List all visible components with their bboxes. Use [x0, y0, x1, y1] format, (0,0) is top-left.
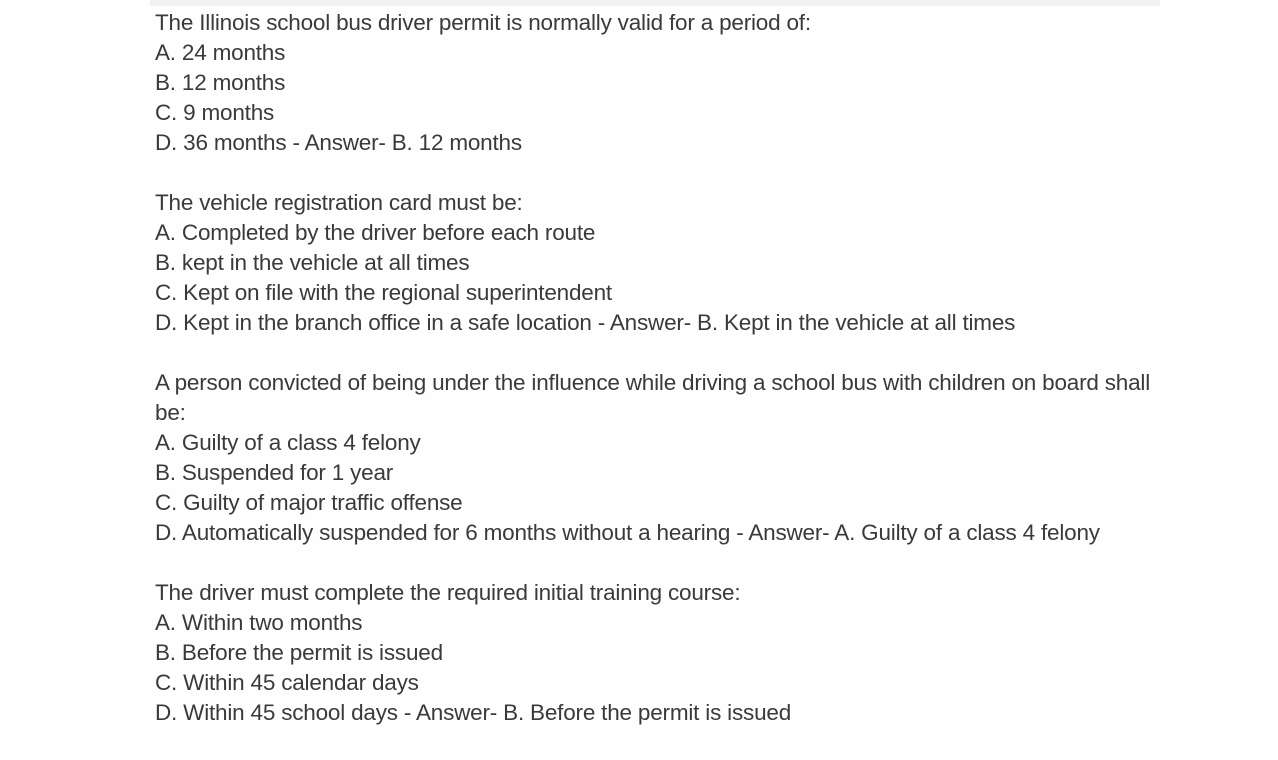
question-block	[155, 8, 1155, 158]
page-top-edge	[150, 0, 1160, 6]
option-a: A. Guilty of a class 4 felony	[155, 430, 421, 455]
question-block	[155, 578, 1155, 728]
option-d-answer: D. Kept in the branch office in a safe location - Answer- B. Kept in the vehicle at all times	[155, 310, 1016, 335]
option-a: A. Completed by the driver before each route	[155, 220, 596, 245]
quiz-document	[155, 8, 1155, 758]
option-c: C. Within 45 calendar days	[155, 670, 419, 695]
option-b: B. 12 months	[155, 70, 286, 95]
question-text: The Illinois school bus driver permit is normally valid for a period of:	[155, 10, 811, 35]
question-text: A person convicted of being under the influence while driving a school bus with children on board shall be:	[155, 370, 1157, 425]
option-b: B. Before the permit is issued	[155, 640, 443, 665]
option-d-answer: D. 36 months - Answer- B. 12 months	[155, 130, 522, 155]
option-b: B. Suspended for 1 year	[155, 460, 394, 485]
option-a: A. Within two months	[155, 610, 363, 635]
option-d-answer: D. Within 45 school days - Answer- B. Before the permit is issued	[155, 700, 792, 725]
question-block	[155, 188, 1155, 338]
option-c: C. 9 months	[155, 100, 275, 125]
option-d-answer: D. Automatically suspended for 6 months without a hearing - Answer- A. Guilty of a class 4 felony	[155, 520, 1100, 545]
option-b: B. kept in the vehicle at all times	[155, 250, 470, 275]
option-c: C. Guilty of major traffic offense	[155, 490, 463, 515]
question-text: The vehicle registration card must be:	[155, 190, 523, 215]
question-text: The driver must complete the required initial training course:	[155, 580, 741, 605]
option-c: C. Kept on file with the regional superintendent	[155, 280, 612, 305]
question-block	[155, 368, 1155, 548]
option-a: A. 24 months	[155, 40, 286, 65]
